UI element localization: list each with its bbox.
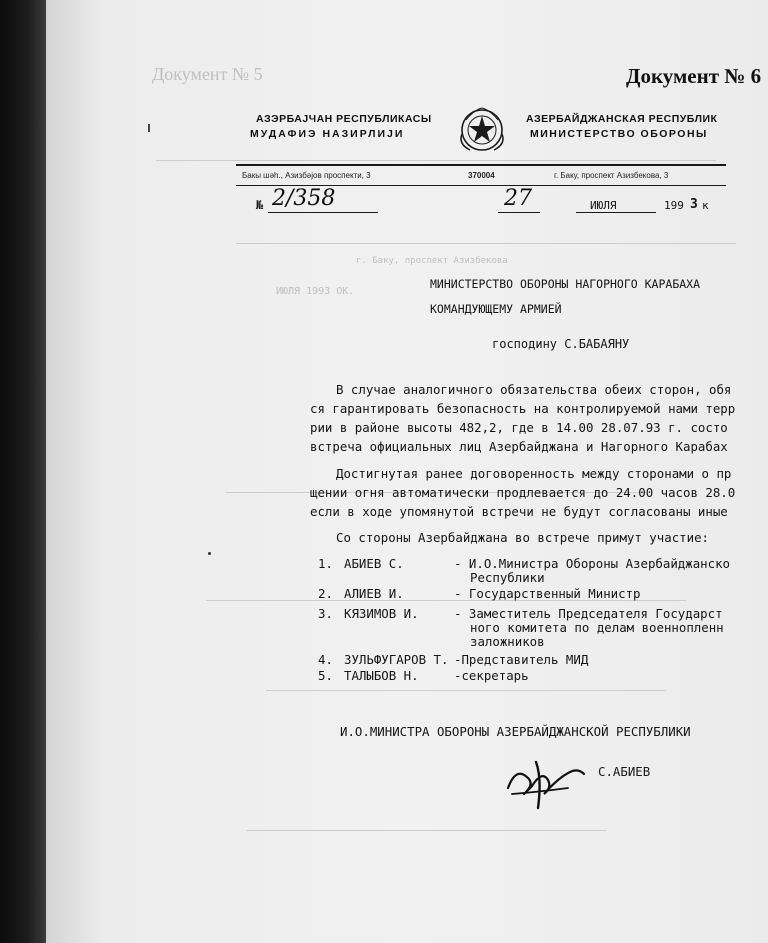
body-line: Достигнутая ранее договоренность между сторонами о пр [336,466,732,481]
ghost-line-b: ИЮЛЯ 1993 ОК. [276,286,355,297]
body-line: щении огня автоматически продлевается до 24.00 часов 28.0 [310,485,736,500]
document-page [46,0,768,943]
outgoing-number-prefix: № [256,198,264,212]
ghost-rule [246,830,606,831]
handwritten-signature [498,748,598,812]
closing-title: И.О.МИНИСТРА ОБОРОНЫ АЗЕРБАЙДЖАНСКОЙ РЕСПУБЛИКИ [340,724,691,739]
body-line: встреча официальных лиц Азербайджана и Нагорного Карабах [310,439,728,454]
body-line: Со стороны Азербайджана во встрече примут участие: [336,530,709,545]
addressee-line-1: МИНИСТЕРСТВО ОБОРОНЫ НАГОРНОГО КАРАБАХА [430,277,701,291]
body-line: В случае аналогичного обязательства обеих сторон, обя [336,382,732,397]
participant-name: ЗУЛЬФУГАРОВ Т. [344,652,449,667]
ghost-rule [156,160,716,161]
letterhead-right-title-2: МИНИСТЕРСТВО ОБОРОНЫ [530,128,708,140]
date-day-handwritten: 27 [504,186,532,211]
page-shadow-edge [0,0,46,943]
ghost-rule [236,243,736,244]
date-suffix: к [702,199,709,212]
participant-role-cont: заложников [470,634,545,649]
addressee-line-3: господину С.БАБАЯНУ [492,337,630,351]
number-underline [268,212,378,213]
date-month: ИЮЛЯ [590,199,617,212]
participant-role: - И.О.Министра Обороны Азербайджанско [454,556,731,571]
body-line: рии в районе высоты 482,2, где в 14.00 28.07.93 г. состо [310,420,728,435]
addressee-line-2: КОМАНДУЮЩЕМУ АРМИЕЙ [430,302,562,316]
participant-number: 5. [318,668,333,683]
date-year-last: 3 [690,197,698,212]
participant-number: 3. [318,606,333,621]
participant-role-cont: Республики [470,570,545,585]
ghost-rule [266,690,666,691]
participant-name: АЛИЕВ И. [344,586,404,601]
letterhead-center-code: 370004 [468,171,495,180]
participant-name: КЯЗИМОВ И. [344,606,419,621]
date-month-underline [576,212,656,213]
letterhead-left-title-2: МУДАФИЭ НАЗИРЛИЈИ [250,128,405,140]
letterhead-rule-top [236,164,726,166]
participant-role: - Государственный Министр [454,586,641,601]
signatory-name: С.АБИЕВ [598,764,651,779]
letterhead-right-title-1: АЗЕРБАЙДЖАНСКАЯ РЕСПУБЛИК [526,113,718,125]
coat-of-arms-emblem [454,104,510,156]
body-line: ся гарантировать безопасность на контролируемой нами терр [310,401,736,416]
participant-name: ТАЛЫБОВ Н. [344,668,419,683]
outgoing-number-handwritten: 2/358 [272,186,336,211]
page-mark [208,552,211,555]
participant-name: АБИЕВ С. [344,556,404,571]
participant-number: 2. [318,586,333,601]
letterhead-left-title-1: АЗЭРБАЈЧАН РЕСПУБЛИКАСЫ [256,113,432,125]
letterhead-left-address: Бакы шәh., Азизбәјов проспекти, 3 [242,171,371,180]
participant-role-cont: ного комитета по делам военнопленн [470,620,724,635]
page-mark [148,124,150,132]
date-year-prefix: 199 [664,199,684,212]
document-number-label: Документ № 6 [626,64,762,88]
participant-role: -Представитель МИД [454,652,589,667]
ghost-line-a: г. Баку, проспект Азизбекова [356,256,508,266]
participant-role: -секретарь [454,668,529,683]
participant-number: 1. [318,556,333,571]
ghost-doc-label: Документ № 5 [152,64,263,84]
letterhead-right-address: г. Баку, проспект Азизбекова, 3 [554,171,669,180]
body-line: если в ходе упомянутой встречи не будут согласованы иные [310,504,728,519]
participant-number: 4. [318,652,333,667]
date-day-underline [498,212,540,213]
participant-role: - Заместитель Председателя Государст [454,606,723,621]
